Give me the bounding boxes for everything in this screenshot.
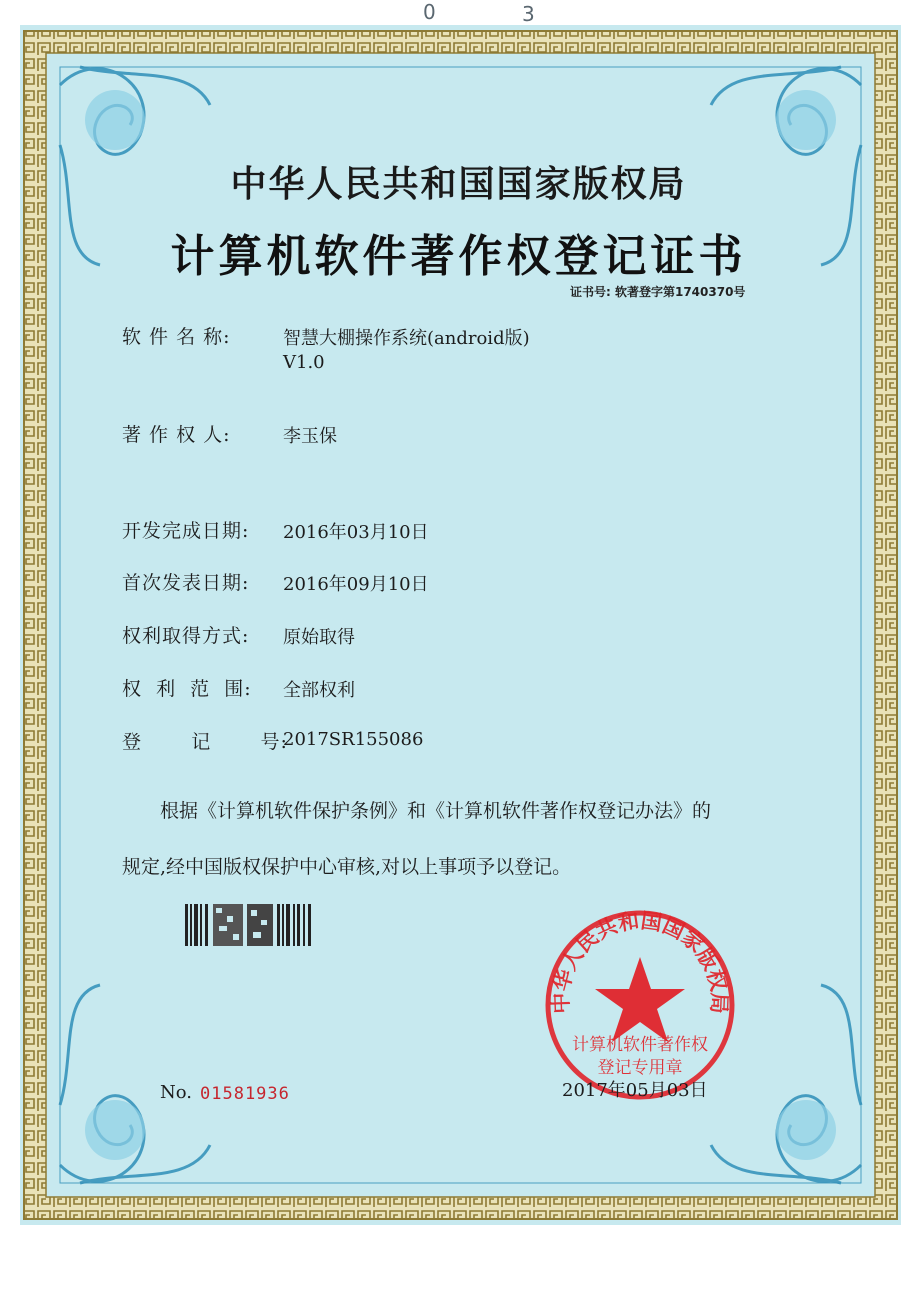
certificate-title: 计算机软件著作权登记证书 xyxy=(170,231,747,282)
field-label-registration-number: 登 记 号: xyxy=(122,731,288,753)
barcode xyxy=(185,902,313,948)
issuing-authority: 中华人民共和国国家版权局 xyxy=(230,163,687,205)
field-value-completion-date: 2016年03月10日 xyxy=(283,522,429,543)
field-label-completion-date: 开发完成日期: xyxy=(122,520,250,542)
statement-line-1: 根据《计算机软件保护条例》和《计算机软件著作权登记办法》的 xyxy=(160,800,712,822)
field-label-software-name: 软 件 名 称: xyxy=(122,326,231,348)
seal-line-2: 登记专用章 xyxy=(597,1058,683,1078)
statement-line-2: 规定,经中国版权保护中心审核,对以上事项予以登记。 xyxy=(122,856,572,878)
issue-date: 2017年05月03日 xyxy=(562,1080,708,1101)
field-value-copyright-owner: 李玉保 xyxy=(283,426,337,447)
field-value-publication-date: 2016年09月10日 xyxy=(283,574,429,595)
field-value-software-name: 智慧大棚操作系统(android版) xyxy=(283,328,530,349)
seal-ring-text: 中华人民共和国国家版权局 xyxy=(548,908,732,1015)
field-value-registration-number: 2017SR155086 xyxy=(283,729,424,750)
handwritten-mark-2: 3 xyxy=(522,2,535,26)
handwritten-mark-1: 0 xyxy=(423,0,436,24)
field-label-copyright-owner: 著 作 权 人: xyxy=(122,424,231,446)
field-value-rights-scope: 全部权利 xyxy=(283,680,355,701)
seal-line-1: 计算机软件著作权 xyxy=(572,1035,708,1055)
field-value-acquisition-method: 原始取得 xyxy=(283,627,355,648)
field-label-acquisition-method: 权利取得方式: xyxy=(122,625,250,647)
serial-label: No. xyxy=(160,1082,192,1103)
field-label-publication-date: 首次发表日期: xyxy=(122,572,250,594)
seal-star-icon xyxy=(595,957,685,1042)
official-seal xyxy=(540,905,740,1105)
serial-number: 01581936 xyxy=(200,1084,290,1104)
field-label-rights-scope: 权 利 范 围: xyxy=(122,678,252,700)
certificate-number: 证书号: 软著登字第1740370号 xyxy=(570,285,746,299)
field-value-software-version: V1.0 xyxy=(283,352,325,373)
